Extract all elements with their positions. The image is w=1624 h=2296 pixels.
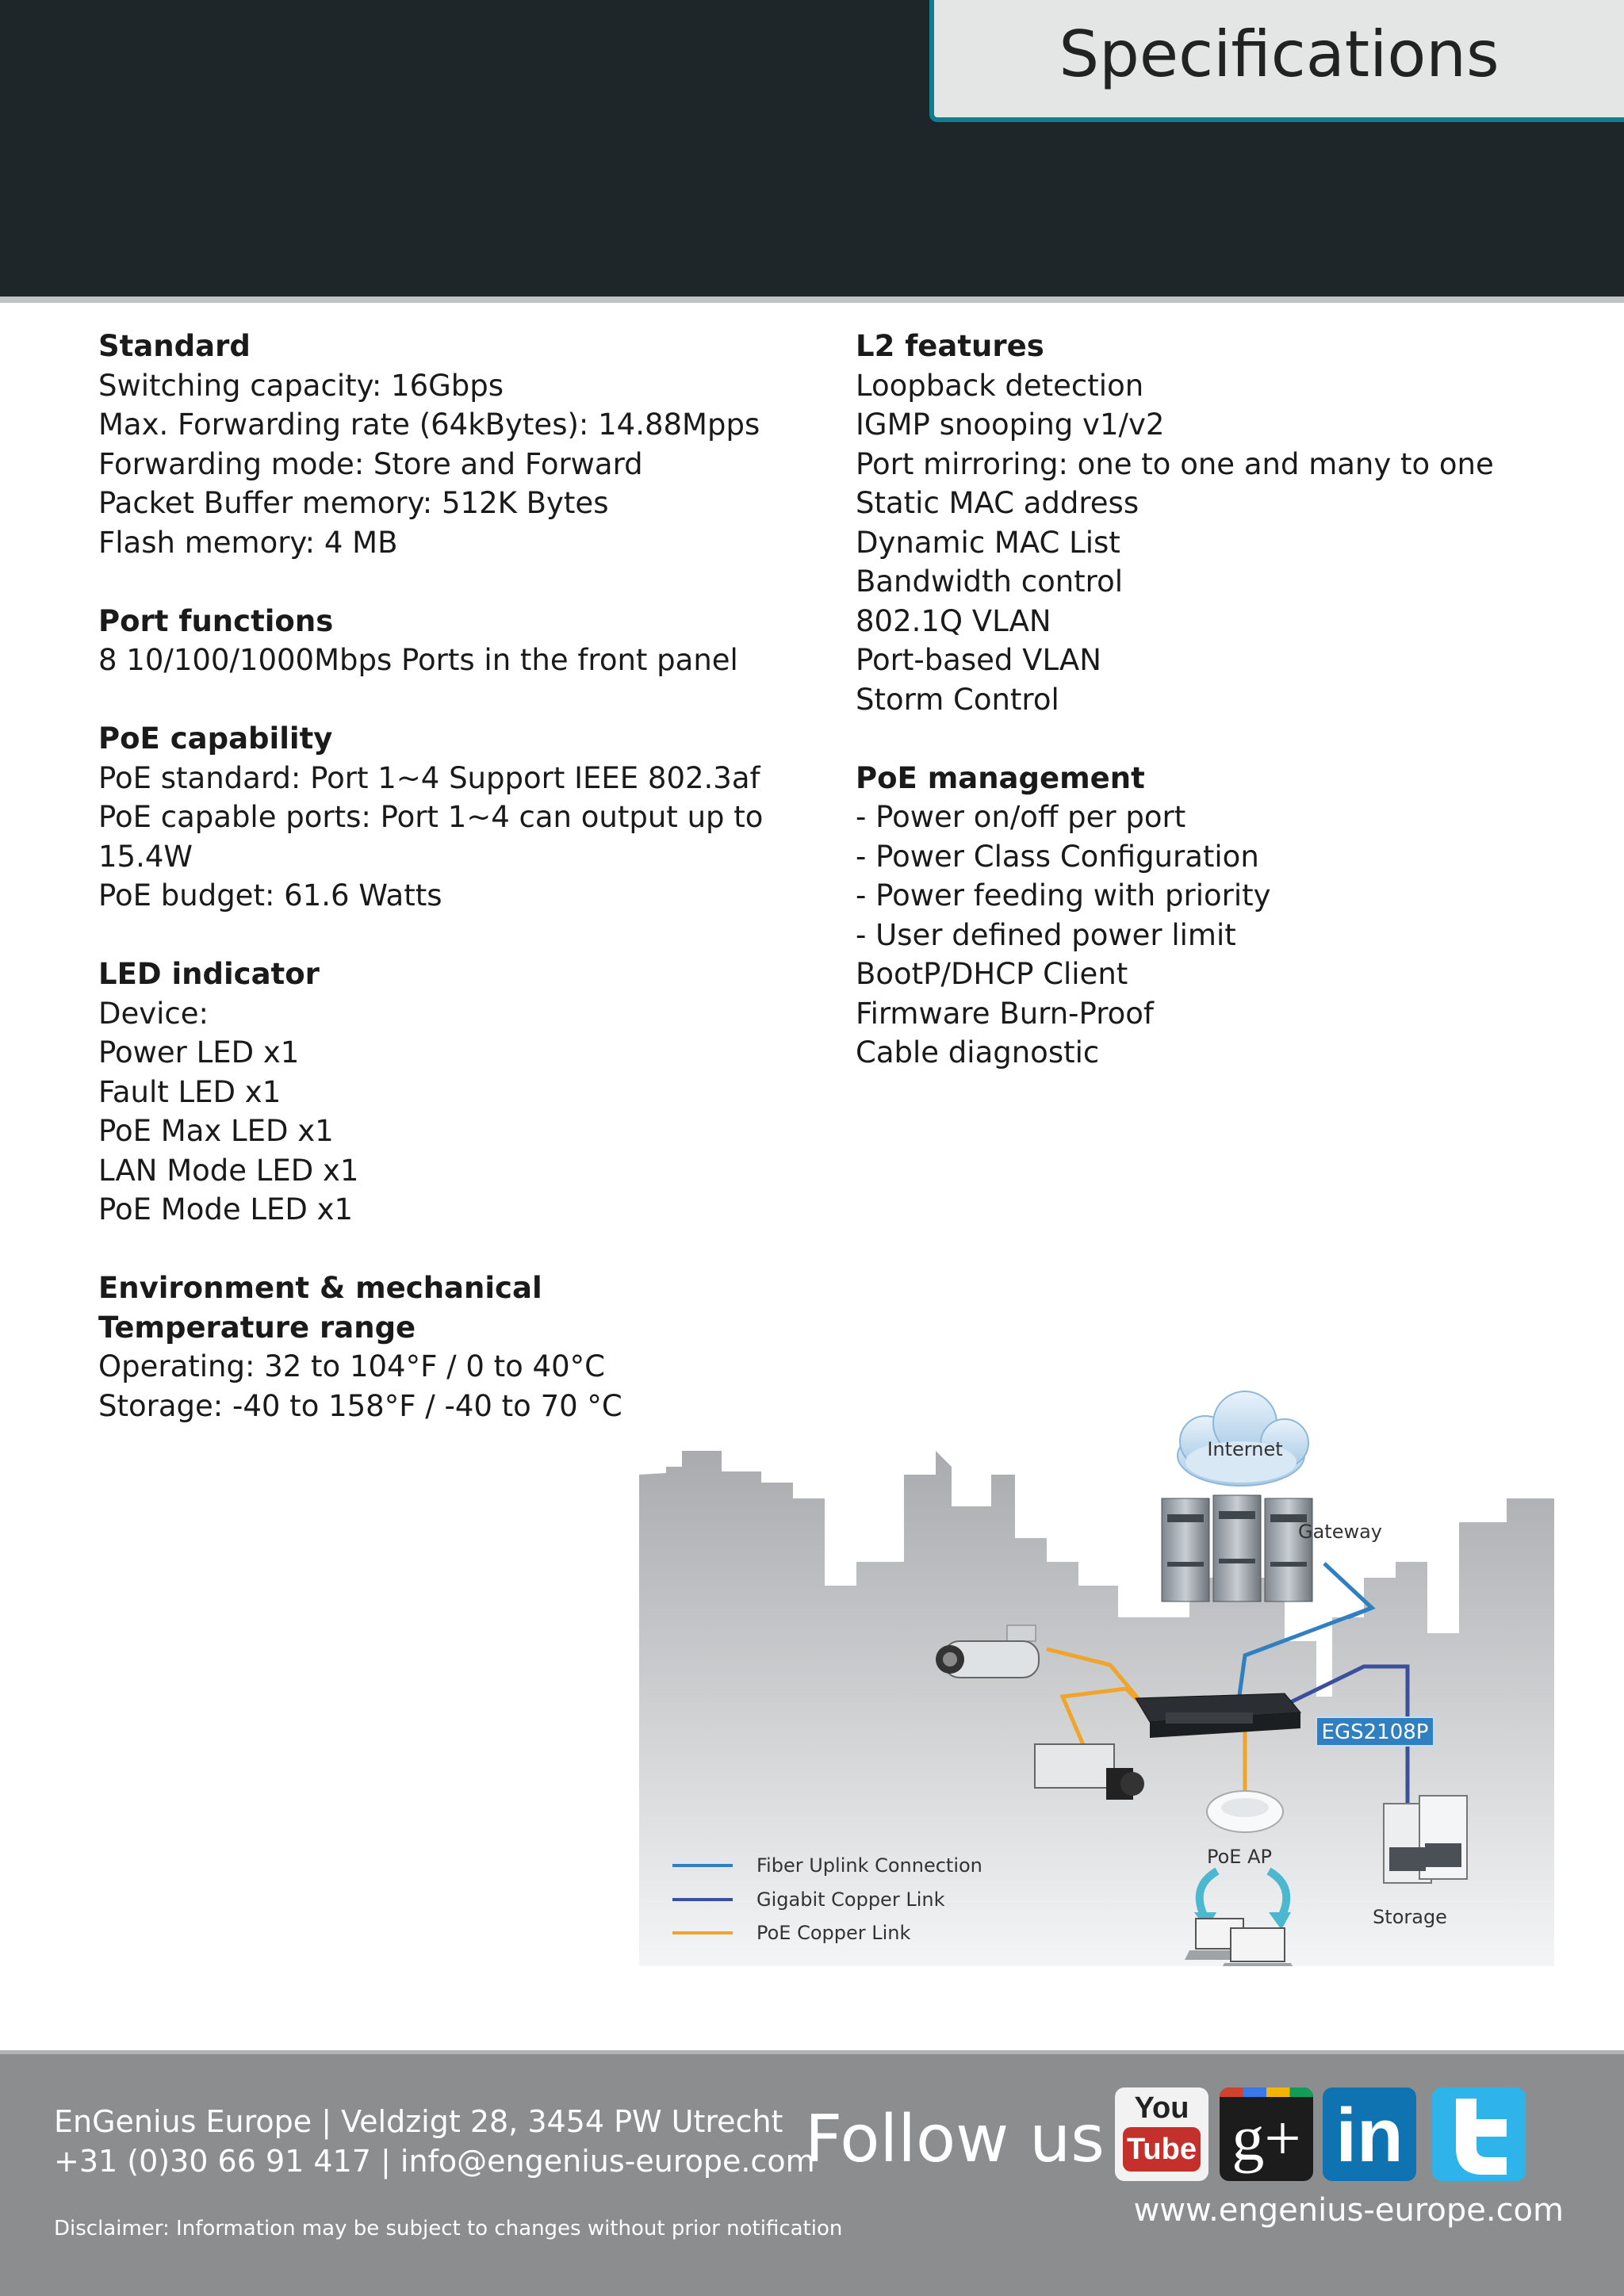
spec-section-standard	[98, 327, 780, 562]
gateway-label: Gateway	[1297, 1521, 1383, 1543]
youtube-icon-text-bottom: Tube	[1123, 2127, 1201, 2172]
spec-line: PoE standard: Port 1~4 Support IEEE 802.3af	[98, 760, 760, 795]
follow-us-label: Follow us	[805, 2102, 1105, 2177]
google-plus-icon[interactable]	[1220, 2087, 1313, 2181]
spec-line: Operating: 32 to 104°F / 0 to 40°C	[98, 1349, 605, 1383]
spec-section-port-functions	[98, 602, 780, 680]
spec-line: Forwarding mode: Store and Forward	[98, 446, 643, 481]
website-link[interactable]: www.engenius-europe.com	[1133, 2192, 1564, 2229]
contact-line: +31 (0)30 66 91 417 | info@engenius-europe.com	[54, 2144, 815, 2179]
google-color-bar	[1220, 2087, 1313, 2097]
spec-line: - Power Class Configuration	[856, 839, 1259, 874]
section-heading: LED indicator	[98, 957, 320, 991]
section-heading: PoE capability	[98, 721, 333, 756]
twitter-t-glyph	[1432, 2087, 1526, 2181]
storage-server-icon	[1384, 1796, 1467, 1883]
spec-line: PoE Mode LED x1	[98, 1192, 354, 1226]
spec-line: Storage: -40 to 158°F / -40 to 70 °C	[98, 1388, 622, 1423]
address-line: EnGenius Europe | Veldzigt 28, 3454 PW Utrecht	[54, 2104, 783, 2139]
network-diagram	[634, 1380, 1562, 1966]
section-subheading: Temperature range	[98, 1310, 416, 1345]
section-heading: L2 features	[856, 329, 1044, 363]
youtube-icon[interactable]	[1115, 2087, 1208, 2181]
header-rule	[0, 297, 1624, 303]
linkedin-text: in	[1335, 2093, 1404, 2178]
spec-line: PoE Max LED x1	[98, 1114, 334, 1148]
spec-line: 802.1Q VLAN	[856, 603, 1051, 638]
spec-section-l2-features	[856, 327, 1569, 719]
spec-line: Storm Control	[856, 682, 1059, 717]
contact-block	[54, 2102, 815, 2181]
google-plus-text: g+	[1231, 2102, 1301, 2174]
legend-label: Fiber Uplink Connection	[756, 1854, 982, 1877]
poe-ap-label: PoE AP	[1207, 1846, 1272, 1868]
spec-line: PoE budget: 61.6 Watts	[98, 878, 442, 913]
spec-line: - Power feeding with priority	[856, 878, 1271, 913]
spec-section-led-indicator	[98, 955, 780, 1230]
page-title: Specifications	[1059, 17, 1500, 91]
section-heading: Port functions	[98, 603, 334, 638]
section-heading: Standard	[98, 329, 251, 363]
section-heading: Environment & mechanical	[98, 1271, 542, 1305]
spec-line: Power LED x1	[98, 1035, 300, 1070]
spec-column-right	[856, 327, 1569, 1112]
spec-column-left	[98, 327, 780, 1465]
internet-label: Internet	[1207, 1438, 1283, 1460]
spec-line: Device:	[98, 996, 209, 1031]
spec-line: - Power on/off per port	[856, 800, 1186, 834]
spec-line: Port-based VLAN	[856, 643, 1101, 677]
spec-line: IGMP snooping v1/v2	[856, 408, 1165, 442]
spec-section-poe-capability	[98, 719, 780, 916]
gateway-server-icon	[1162, 1495, 1312, 1601]
linkedin-icon[interactable]	[1323, 2087, 1416, 2181]
spec-line: Flash memory: 4 MB	[98, 525, 398, 560]
spec-line: Static MAC address	[856, 486, 1139, 520]
twitter-icon[interactable]	[1432, 2087, 1526, 2181]
spec-section-poe-management	[856, 759, 1569, 1073]
spec-line: 8 10/100/1000Mbps Ports in the front panel	[98, 643, 738, 677]
spec-line: PoE capable ports: Port 1~4 can output up to	[98, 800, 764, 834]
spec-line: - User defined power limit	[856, 917, 1236, 952]
spec-line: Loopback detection	[856, 368, 1144, 403]
section-heading: PoE management	[856, 760, 1145, 795]
spec-line: Dynamic MAC List	[856, 525, 1120, 560]
storage-label: Storage	[1373, 1906, 1447, 1928]
switch-model-label: EGS2108P	[1321, 1720, 1429, 1744]
disclaimer: Disclaimer: Information may be subject to changes without prior notification	[54, 2217, 843, 2241]
spec-line: Bandwidth control	[856, 564, 1123, 599]
youtube-icon-text-top: You	[1134, 2091, 1189, 2125]
spec-line: Fault LED x1	[98, 1074, 282, 1109]
spec-line: LAN Mode LED x1	[98, 1153, 359, 1188]
spec-line: Firmware Burn-Proof	[856, 996, 1154, 1031]
footer	[0, 2050, 1624, 2296]
spec-line: Switching capacity: 16Gbps	[98, 368, 504, 403]
title-tab	[929, 0, 1624, 122]
spec-line: BootP/DHCP Client	[856, 957, 1128, 991]
access-point-icon	[1207, 1791, 1283, 1832]
spec-line: Max. Forwarding rate (64kBytes): 14.88Mpps	[98, 408, 760, 442]
spec-line: Port mirroring: one to one and many to one	[856, 446, 1494, 481]
legend-label: PoE Copper Link	[756, 1922, 911, 1944]
legend-label: Gigabit Copper Link	[756, 1888, 945, 1911]
spec-line: 15.4W	[98, 839, 193, 874]
spec-line: Cable diagnostic	[856, 1035, 1100, 1070]
spec-line: Packet Buffer memory: 512K Bytes	[98, 486, 609, 520]
